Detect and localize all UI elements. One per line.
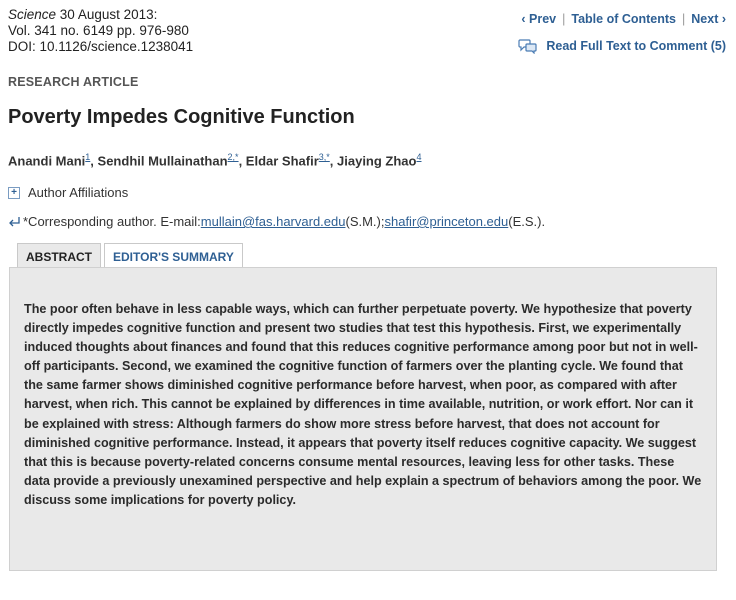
author-separator: ,: [238, 153, 246, 169]
nav-separator: |: [682, 12, 686, 26]
author-name: Eldar Shafir: [245, 153, 319, 169]
article-title: Poverty Impedes Cognitive Function: [8, 106, 355, 128]
author-affiliations-label: Author Affiliations: [28, 185, 129, 200]
publication-date: 30 August 2013:: [59, 7, 158, 22]
author-separator: ,: [90, 153, 98, 169]
author-name: Jiaying Zhao: [337, 153, 417, 169]
return-arrow-icon[interactable]: [8, 216, 22, 228]
author-affiliation-link[interactable]: 1: [85, 152, 91, 162]
author-affiliation-link[interactable]: 2,*: [227, 152, 239, 162]
abstract-tabs: [17, 243, 246, 269]
author-affiliation-link[interactable]: 4: [416, 152, 422, 162]
author-separator: ,: [329, 153, 338, 169]
tab-editors-summary[interactable]: EDITOR'S SUMMARY: [104, 243, 243, 269]
author-name: Sendhil Mullainathan: [97, 153, 228, 169]
tab-abstract[interactable]: ABSTRACT: [17, 243, 101, 269]
email-link-mullainathan[interactable]: mullain@fas.harvard.edu: [200, 214, 346, 229]
corresponding-suffix: (S.M.);: [345, 214, 385, 229]
corresponding-author: [8, 214, 545, 229]
corresponding-suffix: (E.S.).: [508, 214, 546, 229]
author-affiliation-link[interactable]: 3,*: [318, 152, 330, 162]
plus-box-icon[interactable]: +: [8, 187, 20, 199]
next-link[interactable]: Next ›: [691, 12, 726, 26]
abstract-text: The poor often behave in less capable ways, which can further perpetuate poverty. We hypothesize that poverty directly impedes cognitive function and present two studies that test this hypothesis. First, we experimentally induced thoughts about finances and found that this reduces cognitive performance among poor but not in well-off participants. Second, we examined the cognitive function of farmers over the planting cycle. We found that the same farmer shows diminished cognitive performance before harvest, when poor, as compared with after harvest, when rich. This cannot be explained by differences in time available, nutrition, or work effort. Nor can it be explained with stress: Although farmers do show more stress before harvest, that does not account for diminished cognitive performance. Instead, it appears that poverty itself reduces cognitive capacity. We suggest that this is because poverty-related concerns consume mental resources, leaving less for other tasks. These data provide a previously unexamined perspective and help explain a spectrum of behaviors among the poor. We discuss some implications for poverty policy.: [24, 302, 702, 507]
citation-block: [8, 7, 193, 55]
section-label: RESEARCH ARTICLE: [8, 75, 139, 89]
email-link-shafir[interactable]: shafir@princeton.edu: [384, 214, 509, 229]
author-name: Anandi Mani: [8, 153, 86, 169]
corresponding-prefix: *Corresponding author. E-mail:: [23, 214, 201, 229]
comment-bubbles-icon: [518, 38, 538, 54]
abstract-panel: [9, 267, 717, 571]
journal-name: Science: [8, 7, 57, 22]
article-nav: [521, 12, 726, 26]
prev-link[interactable]: ‹ Prev: [521, 12, 557, 26]
volume-info: Vol. 341 no. 6149 pp. 976-980: [8, 23, 189, 38]
author-affiliations-toggle[interactable]: [8, 185, 128, 200]
author-list: [8, 152, 422, 168]
nav-separator: |: [562, 12, 566, 26]
table-of-contents-link[interactable]: Table of Contents: [571, 12, 677, 26]
full-text-comment: [518, 38, 726, 54]
citation-line1: [8, 7, 193, 23]
doi: DOI: 10.1126/science.1238041: [8, 39, 194, 54]
read-full-text-link[interactable]: Read Full Text to Comment (5): [546, 39, 726, 53]
